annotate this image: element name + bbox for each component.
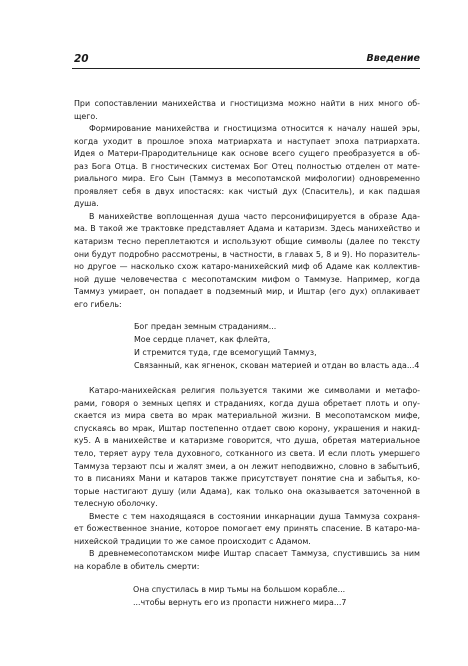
paragraph-p6: [74, 548, 420, 573]
text-line: ет божественное знание, которое помогает ему принять спасение. В катаро-ма-: [74, 524, 420, 534]
text-line: нихейской традиции то же самое происходит с Адамом.: [74, 536, 311, 546]
text-line: раз Бога Отца. В гностических системах Бог Отец полностью отделен от мате-: [74, 161, 420, 171]
paragraph-p4: [74, 385, 420, 510]
poem-line: И стремится туда, где всемогущий Таммуз,: [134, 348, 317, 358]
text-line: щего.: [74, 111, 98, 121]
poem-line: Связанный, как ягненок, скован материей и отдан во власть ада...4: [134, 361, 420, 371]
body-text: [74, 98, 420, 609]
text-line: риального мира. Его Сын (Таммуз в месопотамской мифологии) одновременно: [74, 174, 420, 184]
paragraph-p1: [74, 98, 420, 123]
spacer: [74, 311, 420, 320]
text-line: но другое — насколько схож катаро-манихейский миф об Адаме как коллектив-: [74, 262, 420, 272]
paragraph-p2: [74, 123, 420, 211]
running-header: [72, 52, 420, 69]
paragraph-p5: [74, 511, 420, 549]
text-line: Таммуза терзают псы и жалят змеи, а он лежит неподвижно, словно в забытьи6,: [74, 461, 420, 471]
text-line: Идея о Матери-Прародительнице как основе всего сущего преобразуется в об-: [74, 149, 420, 159]
text-line: Катаро-манихейская религия пользуется такими же символами и метафо-: [89, 386, 420, 396]
text-line: спускаясь во мрак, Иштар постепенно отдает свою корону, украшения и накид-: [74, 423, 420, 433]
text-line: рами, говоря о земных цепях и страданиях, когда душа обретает плоть и опу-: [74, 398, 420, 408]
text-line: то в писаниях Мани и катаров также присутствует понятие сна и забытья, ко-: [74, 474, 420, 484]
text-line: на корабле в обитель смерти:: [74, 561, 200, 571]
text-line: телесную оболочку.: [74, 499, 158, 509]
text-line: Формирование манихейства и гностицизма относится к началу нашей эры,: [89, 124, 420, 134]
text-line: торые настигают душу (или Адама), как только она оказывается заточенной в: [74, 486, 420, 496]
text-line: ма. В такой же трактовке представляет Адама и катаризм. Здесь манихейство и: [74, 224, 420, 234]
paragraph-p3: [74, 211, 420, 311]
text-line: Таммуз умирает, он попадает в подземный мир, и Иштар (его дух) оплакивает: [74, 287, 420, 297]
poem-line: Она спустилась в мир тьмы на большом корабле...: [133, 584, 346, 594]
text-line: ной душе человечества с месопотамским мифом о Таммузе. Например, когда: [74, 274, 420, 284]
text-line: его гибель:: [74, 299, 122, 309]
text-line: тело, теряет ауру тела духовного, сотканного из света. И если плоть умершего: [74, 449, 420, 459]
text-line: В древнемесопотамском мифе Иштар спасает Таммуза, спустившись за ним: [89, 549, 420, 559]
text-line: когда уходит в прошлое эпоха матриархата и наступает эпоха патриархата.: [74, 136, 420, 146]
text-line: ку5. А в манихействе и катаризме говорится, что душа, обретая материальное: [74, 436, 420, 446]
spacer: [74, 574, 420, 583]
text-line: скается из мира света во мрак материальной жизни. В месопотамском мифе,: [74, 411, 420, 421]
text-line: душа.: [74, 199, 99, 209]
poem-quote: [74, 583, 420, 609]
poem-line: ...чтобы вернуть его из пропасти нижнего мира...7: [133, 597, 347, 607]
text-line: При сопоставлении манихейства и гностицизма можно найти в них много об-: [74, 99, 420, 108]
poem-line: Бог предан земным страданиям...: [134, 322, 277, 332]
poem-quote: [74, 320, 420, 372]
text-line: проявляет себя в двух ипостасях: как чистый дух (Спаситель), и как падшая: [74, 186, 420, 196]
text-line: Вместе с тем находящаяся в состоянии инкарнации душа Таммуза сохраня-: [89, 511, 420, 521]
page-number: 20: [74, 53, 89, 65]
text-line: В манихействе воплощенная душа часто персонифицируется в образе Ада-: [89, 211, 420, 221]
section-title: Введение: [366, 53, 420, 64]
poem-line: Мое сердце плачет, как флейта,: [134, 335, 271, 345]
spacer: [74, 372, 420, 385]
text-line: они будут подробно рассмотрены, в частности, в главах 5, 8 и 9). Но поразитель-: [74, 249, 420, 259]
text-line: катаризм тесно переплетаются и используют общие символы (далее по тексту: [74, 237, 420, 247]
